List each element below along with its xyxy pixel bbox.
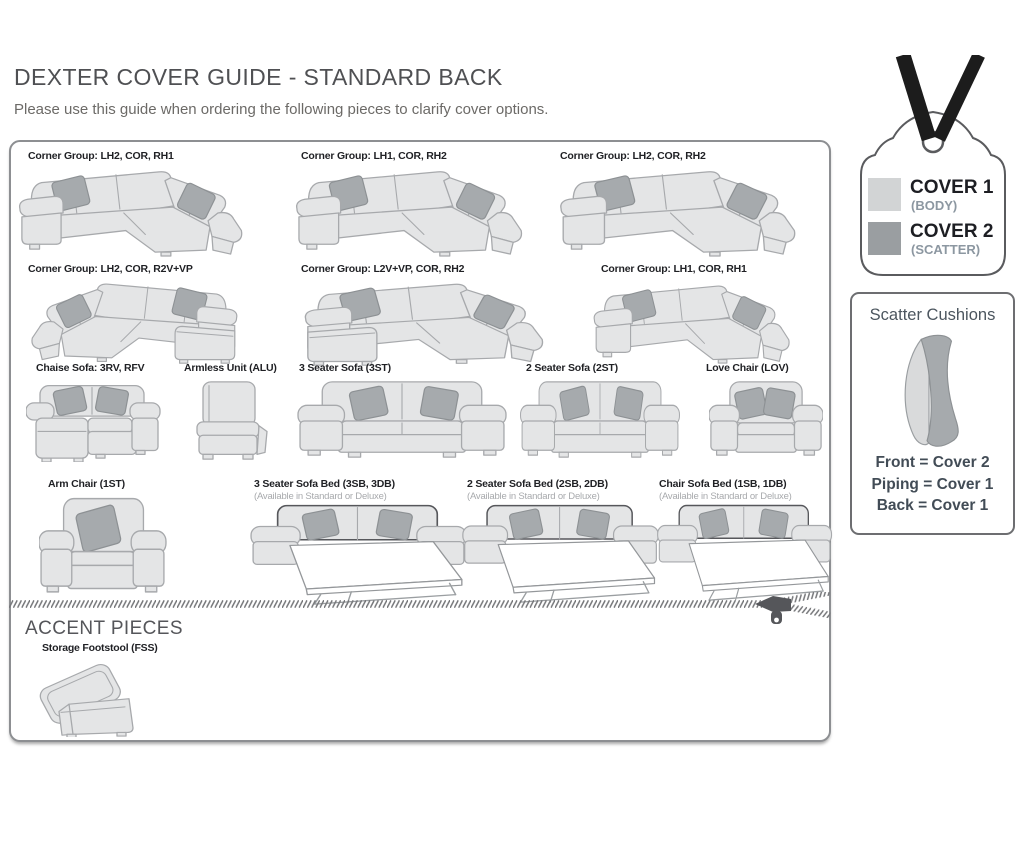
cover1-sublabel: (BODY): [911, 198, 958, 213]
scatter-rule-piping: Piping = Cover 1: [871, 475, 994, 493]
piece-label: Storage Footstool (FSS): [42, 642, 158, 654]
piece-label: Armless Unit (ALU): [184, 362, 277, 374]
page-subtitle: Please use this guide when ordering the following pieces to clarify cover options.: [14, 101, 549, 118]
piece-label: Corner Group: LH1, COR, RH1: [601, 263, 747, 275]
cover2-sublabel: (SCATTER): [911, 242, 981, 257]
piece-label: Corner Group: LH2, COR, RH1: [28, 150, 174, 162]
scatter-panel-title: Scatter Cushions: [869, 306, 996, 324]
piece-note: (Available in Standard or Deluxe): [254, 491, 387, 502]
corner-sofa-illustration: [557, 164, 815, 257]
two-seater-sofa-illustration: [519, 376, 681, 462]
love-chair-illustration: [709, 376, 823, 462]
arm-chair-illustration: [39, 494, 167, 600]
piece-label: Chaise Sofa: 3RV, RFV: [36, 362, 145, 374]
page-title: DEXTER COVER GUIDE - STANDARD BACK: [14, 64, 503, 90]
corner-sofa-illustration: [591, 279, 806, 364]
three-seater-sofa-illustration: [296, 376, 508, 462]
scatter-cushion-illustration: [890, 330, 968, 452]
sofa-bed-illustration: [461, 500, 661, 604]
piece-label: Love Chair (LOV): [706, 362, 789, 374]
corner-sofa-illustration: [16, 164, 261, 257]
chaise-sofa-illustration: [26, 378, 161, 462]
piece-note: (Available in Standard or Deluxe): [659, 491, 792, 502]
scatter-cover-rules: [852, 452, 1013, 517]
piece-label: Arm Chair (1ST): [48, 478, 125, 490]
cover2-swatch: [868, 222, 901, 255]
piece-note: (Available in Standard or Deluxe): [467, 491, 600, 502]
cover1-label: COVER 1: [910, 177, 994, 198]
piece-label: Corner Group: LH2, COR, RH2: [560, 150, 706, 162]
scatter-cushions-panel: [850, 292, 1015, 535]
cover2-label: COVER 2: [910, 221, 994, 242]
sofa-bed-illustration: [249, 500, 469, 606]
piece-label: 2 Seater Sofa Bed (2SB, 2DB): [467, 478, 608, 490]
cover1-swatch: [868, 178, 901, 211]
piece-label: Corner Group: LH1, COR, RH2: [301, 150, 447, 162]
piece-label: 3 Seater Sofa Bed (3SB, 3DB): [254, 478, 395, 490]
scatter-rule-back: Back = Cover 1: [876, 497, 989, 514]
scatter-rule-front: Front = Cover 2: [875, 454, 990, 471]
piece-label: Corner Group: L2V+VP, COR, RH2: [301, 263, 465, 275]
corner-sofa-illustration: [293, 164, 541, 257]
piece-label: 2 Seater Sofa (2ST): [526, 362, 618, 374]
accent-pieces-heading: ACCENT PIECES: [25, 618, 183, 639]
sofa-bed-illustration: [656, 500, 834, 602]
corner-sofa-chaise-illustration: [16, 277, 251, 365]
piece-label: 3 Seater Sofa (3ST): [299, 362, 391, 374]
storage-footstool-illustration: [39, 655, 157, 737]
piece-label: Chair Sofa Bed (1SB, 1DB): [659, 478, 787, 490]
zipper-slider-icon: [755, 596, 791, 612]
piece-label: Corner Group: LH2, COR, R2V+VP: [28, 263, 193, 275]
corner-sofa-chaise-illustration: [289, 277, 561, 367]
cover-guide-panel: [9, 140, 831, 742]
armless-unit-illustration: [183, 378, 273, 462]
